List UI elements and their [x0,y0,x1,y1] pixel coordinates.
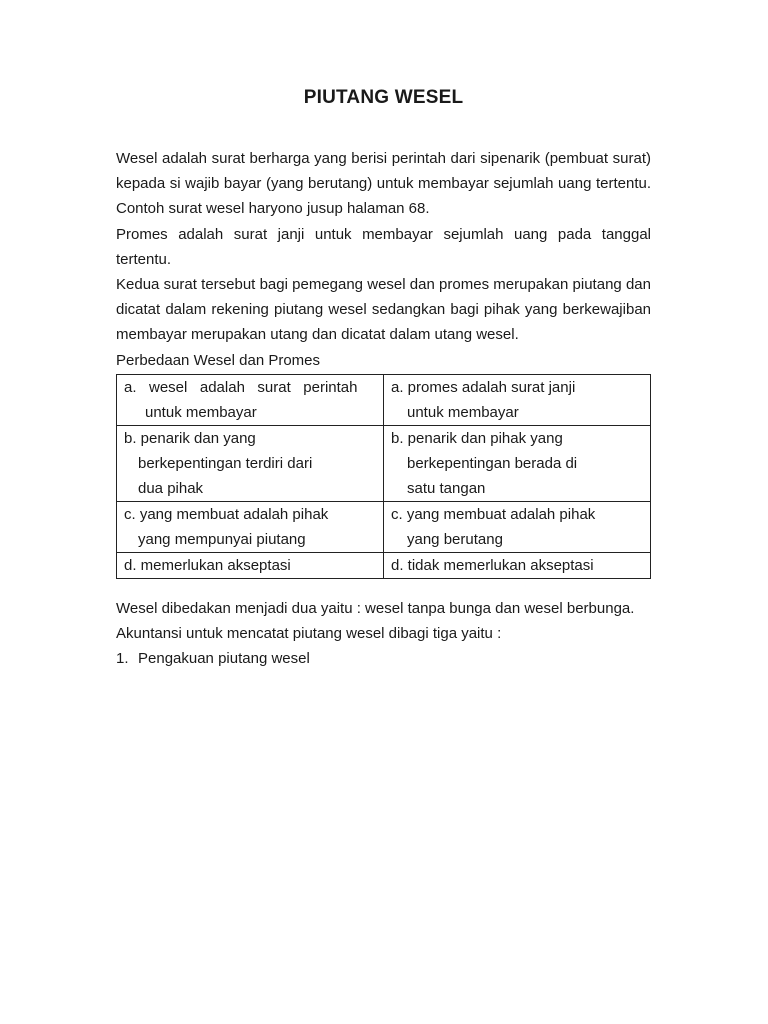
cell-line: b. penarik dan pihak yang [391,429,563,447]
list-item-text: Pengakuan piutang wesel [138,650,310,668]
cell-line: berkepentingan berada di [407,454,578,472]
paragraph-wesel-definition: Wesel adalah surat berharga yang berisi perintah dari sipenarik (pembuat surat) kepada si wajib bayar (yang berutang) untuk membayar sejumlah uang tertentu. Contoh surat wesel haryono jusup halaman 68. [116,150,651,218]
cell-line: a. wesel adalah surat perintah [124,378,358,396]
table-cell-wesel [117,374,384,425]
cell-line: a. promes adalah surat janji [391,378,576,396]
list-item-number: 1. [116,650,129,668]
cell-line: b. penarik dan yang [124,429,256,447]
table-cell-promes [384,425,651,501]
table-caption: Perbedaan Wesel dan Promes [116,351,321,369]
table-row [117,425,651,501]
cell-line: d. tidak memerlukan akseptasi [391,556,594,574]
cell-line: untuk membayar [407,403,519,421]
cell-line: yang mempunyai piutang [138,530,306,548]
cell-line: d. memerlukan akseptasi [124,556,291,574]
cell-line: satu tangan [407,479,486,497]
table-cell-wesel [117,425,384,501]
table-cell-promes [384,552,651,578]
cell-line: c. yang membuat adalah pihak [391,505,596,523]
cell-line: berkepentingan terdiri dari [138,454,313,472]
paragraph-wesel-types: Wesel dibedakan menjadi dua yaitu : wesel tanpa bunga dan wesel berbunga. [116,599,635,617]
cell-line: dua pihak [138,479,204,497]
table-cell-promes [384,501,651,552]
paragraph-recording: Kedua surat tersebut bagi pemegang wesel dan promes merupakan piutang dan dicatat dalam rekening piutang wesel sedangkan bagi pihak yang berkewajiban membayar merupakan utang dan dicatat dalam utang wesel. [116,276,651,344]
table-cell-promes [384,374,651,425]
after-table-section [116,596,651,672]
document-title: PIUTANG WESEL [303,87,464,108]
table-row [117,552,651,578]
table-cell-wesel [117,501,384,552]
cell-line: yang berutang [407,530,503,548]
paragraph-promes-definition: Promes adalah surat janji untuk membayar sejumlah uang pada tanggal tertentu. [116,225,651,268]
comparison-table [116,374,651,579]
cell-line: c. yang membuat adalah pihak [124,505,329,523]
paragraph-accounting-intro: Akuntansi untuk mencatat piutang wesel dibagi tiga yaitu : [116,624,502,642]
document-body [116,146,651,671]
table-cell-wesel [117,552,384,578]
cell-line: untuk membayar [145,403,257,421]
table-row [117,501,651,552]
list-item [116,646,651,671]
table-row [117,374,651,425]
